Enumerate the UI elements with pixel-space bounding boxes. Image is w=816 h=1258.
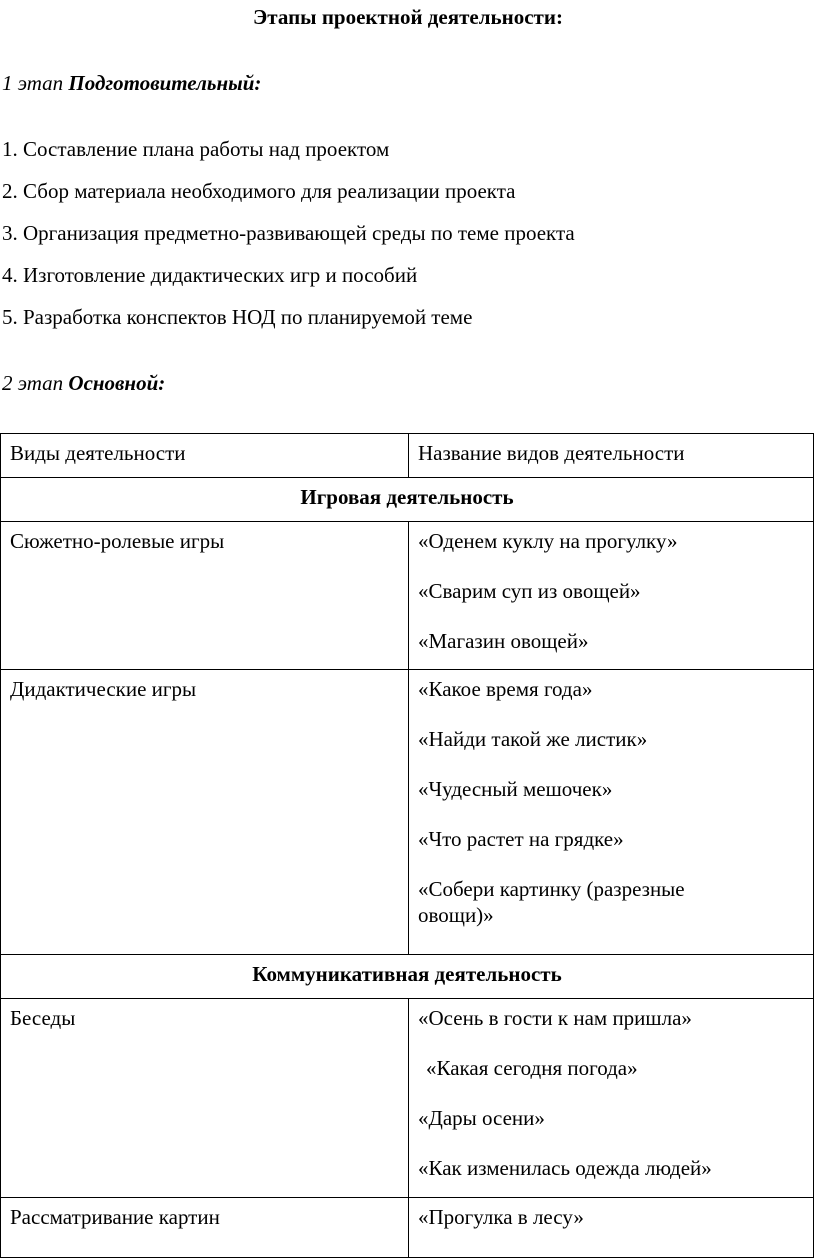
activity-type-cell: Рассматривание картин [1, 1198, 409, 1258]
activity-names-cell [409, 670, 814, 955]
section-row-communication [1, 955, 814, 999]
activity-names-cell [409, 522, 814, 670]
stage-2-heading [2, 370, 165, 396]
header-cell-activity-names: Название видов деятельности [409, 434, 814, 478]
activity-type-cell: Дидактические игры [1, 670, 409, 955]
activity-name: «Найди такой же листик» [418, 727, 648, 751]
section-title: Игровая деятельность [1, 478, 814, 522]
activity-name: «Осень в гости к нам пришла» [418, 1006, 692, 1030]
table-row [1, 670, 814, 955]
document-title: Этапы проектной деятельности: [253, 5, 563, 29]
activity-name: «Что растет на грядке» [418, 827, 624, 851]
activity-name: «Прогулка в лесу» [418, 1205, 584, 1229]
activity-name: «Чудесный мешочек» [418, 777, 613, 801]
table-header-row [1, 434, 814, 478]
list-item: 4. Изготовление дидактических игр и пособий [2, 263, 418, 287]
activity-name: «Дары осени» [418, 1106, 545, 1130]
activity-name: «Магазин овощей» [418, 629, 589, 653]
activity-name: «Какое время года» [418, 677, 593, 701]
stage-1-name: Подготовительный: [68, 71, 262, 95]
stage-2-name: Основной: [68, 371, 166, 395]
activity-type-cell: Сюжетно-ролевые игры [1, 522, 409, 670]
activity-name: «Сварим суп из овощей» [418, 579, 641, 603]
list-item: 3. Организация предметно-развивающей среды по теме проекта [2, 221, 575, 245]
activity-names-cell [409, 999, 814, 1198]
stage-1-prefix: 1 этап [2, 71, 69, 95]
stage-2-prefix: 2 этап [2, 371, 69, 395]
table-row [1, 999, 814, 1198]
header-cell-activity-type: Виды деятельности [1, 434, 409, 478]
activity-name: «Оденем куклу на прогулку» [418, 529, 678, 553]
activities-table [0, 433, 814, 1258]
section-title: Коммуникативная деятельность [1, 955, 814, 999]
activity-type-cell: Беседы [1, 999, 409, 1198]
list-item: 1. Составление плана работы над проектом [2, 137, 390, 161]
table-row [1, 522, 814, 670]
activity-name: «Как изменилась одежда людей» [418, 1156, 712, 1180]
stage-1-heading [2, 70, 261, 96]
list-item: 2. Сбор материала необходимого для реализации проекта [2, 179, 516, 203]
activity-name: «Собери картинку (разрезные овощи)» [418, 877, 685, 927]
list-item: 5. Разработка конспектов НОД по планируемой теме [2, 305, 473, 329]
activity-name: «Какая сегодня погода» [426, 1056, 638, 1080]
section-row-play [1, 478, 814, 522]
